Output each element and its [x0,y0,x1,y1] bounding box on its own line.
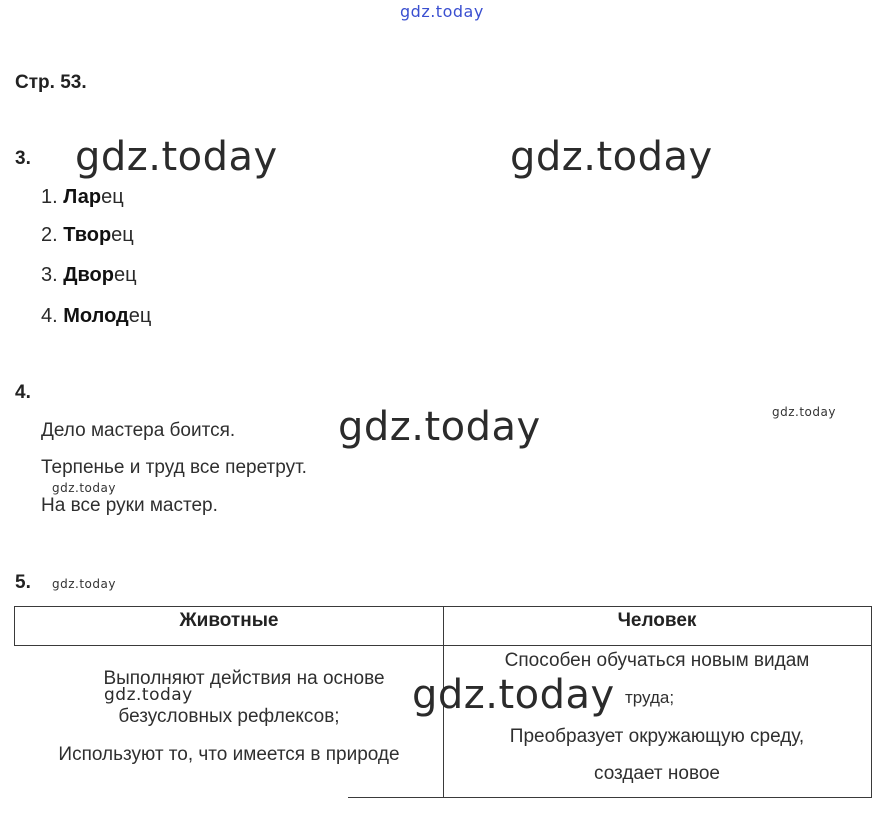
item-ending: ец [113,264,137,286]
animals-cell-line-1: Выполняют действия на основе [103,668,385,689]
item-ending: ец [111,224,134,246]
watermark-large-3: gdz.today [338,404,541,450]
watermark-top: gdz.today [400,2,484,21]
proverb-line-2: Терпенье и труд все перетрут. [41,457,307,478]
proverb-line-3: На все руки мастер. [41,495,218,516]
watermark-small-3: gdz.today [52,577,116,591]
item-bold-part: Молод [63,305,129,327]
item-number: 3. [41,264,58,286]
human-cell-line-1: Способен обучаться новым видам [504,650,810,671]
item-ending: ец [101,186,124,208]
human-cell-line-2: труда; [625,688,675,707]
item-number: 2. [41,224,58,246]
table-header-animals: Животные [179,610,279,631]
page-heading: Стр. 53. [15,72,87,93]
task3-item-2 [41,224,134,247]
item-ending: ец [128,305,152,327]
task3-number: 3. [15,148,31,169]
task3-item-3 [41,264,137,287]
item-bold-part: Лар [63,186,102,208]
table-right-border [871,606,872,798]
table-header-human: Человек [617,610,697,631]
animals-cell-line-2: безусловных рефлексов; [118,706,340,727]
task4-number: 4. [15,382,31,403]
task3-item-1 [41,186,124,209]
watermark-large-2: gdz.today [510,134,713,180]
item-bold-part: Твор [63,224,112,246]
animals-cell-line-3: Используют то, что имеется в природе [58,744,400,765]
human-cell-line-4: создает новое [593,763,720,784]
watermark-large-1: gdz.today [75,134,278,180]
watermark-medium: gdz.today [104,685,193,705]
table-bottom-border [348,797,872,798]
item-number: 4. [41,305,58,327]
proverb-line-1: Дело мастера боится. [41,420,236,441]
watermark-small-2: gdz.today [52,481,116,495]
task5-number: 5. [15,572,31,593]
watermark-large-4: gdz.today [412,672,615,718]
task3-item-4 [41,305,151,328]
human-cell-line-3: Преобразует окружающую среду, [509,726,805,747]
item-bold-part: Двор [63,264,114,286]
item-number: 1. [41,186,58,208]
watermark-small-1: gdz.today [772,405,836,419]
